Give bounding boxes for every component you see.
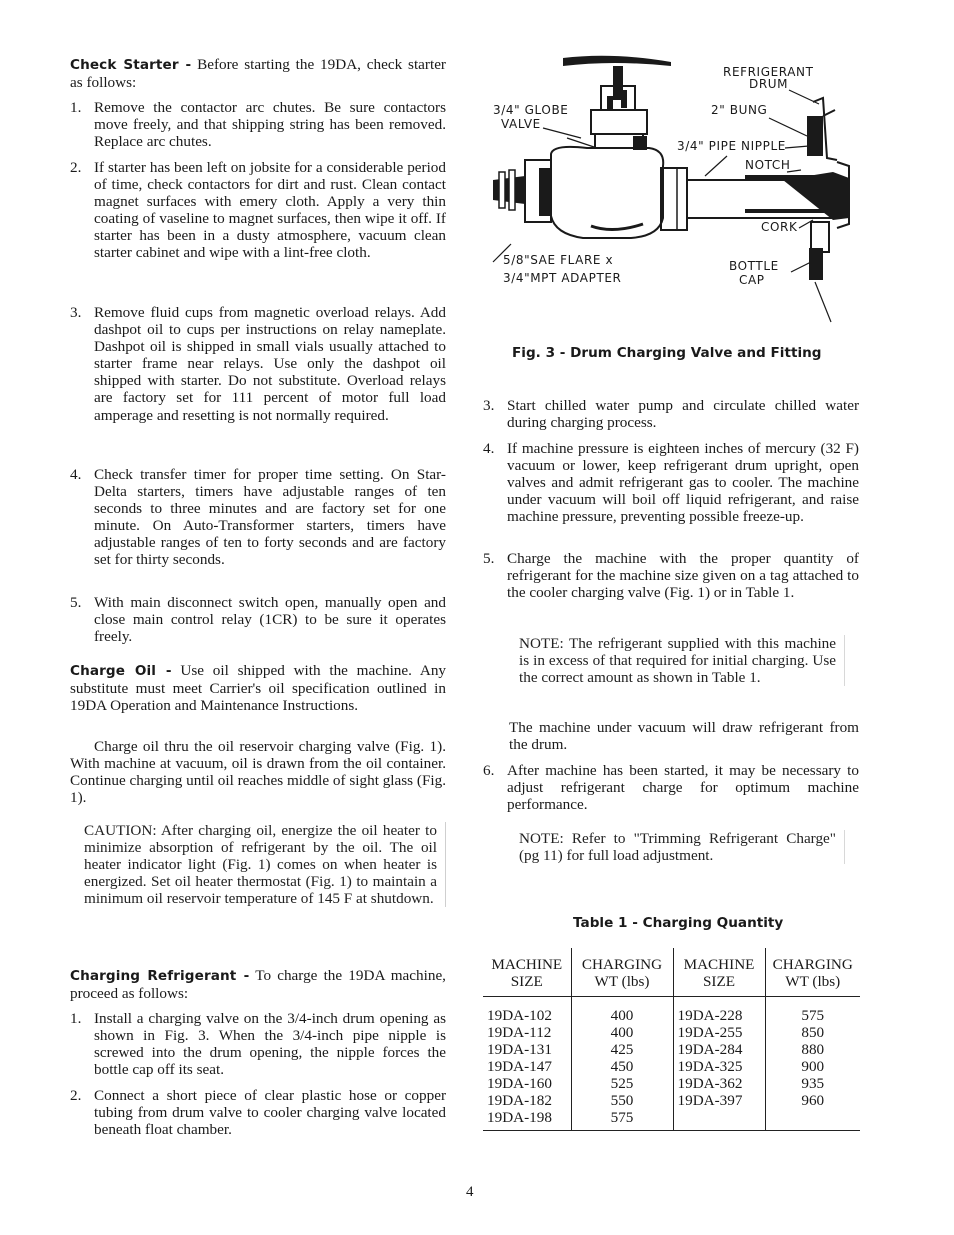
charging-wt-cell: 400	[610, 1007, 634, 1024]
charging-wt-cell: 575	[610, 1109, 634, 1126]
list-text: Remove fluid cups from magnetic overload relays. Add dashpot oil to cups per instructions on relay nameplate. Dashpot oil is shipped in small vials usually attached to starter frame near relays. Use only the dashpot oil shipped with starter. Do not substitute. Overload relays are factory set for 111 percent of motor full load amperage and resetting is not normally required.	[94, 304, 446, 424]
bonnet-shade	[607, 96, 613, 110]
leader-line	[785, 146, 809, 148]
label-pipe-nipple: 3/4" PIPE NIPPLE	[677, 139, 786, 153]
leader-line	[791, 262, 811, 272]
page-number: 4	[466, 1184, 474, 1200]
list-number: 1.	[70, 1010, 82, 1027]
col-header-charging-wt: CHARGING WT (lbs)	[765, 948, 860, 997]
machine-size-column	[673, 997, 765, 1131]
drum-charging-valve-figure	[483, 48, 873, 330]
machine-size-cell: 19DA-182	[487, 1092, 552, 1109]
bonnet-shade	[621, 90, 627, 108]
label-flare-adapter-1: 5/8"SAE FLARE x	[503, 253, 614, 267]
list-number: 4.	[483, 440, 495, 457]
table-header-row	[483, 948, 860, 997]
charging-refrigerant-intro	[70, 967, 446, 1002]
charging-wt-cell: 850	[801, 1024, 825, 1041]
label-globe-valve-2: VALVE	[501, 117, 541, 131]
valve-handle-shape	[563, 56, 671, 66]
label-globe-valve-1: 3/4" GLOBE	[493, 103, 569, 117]
machine-size-cell: 19DA-362	[677, 1075, 743, 1092]
table-row	[483, 997, 860, 1131]
list-item	[483, 440, 859, 525]
list-text: After machine has been started, it may be necessary to adjust refrigerant charge for optimum machine performance.	[507, 762, 859, 814]
adapter-shade	[539, 168, 551, 216]
machine-size-cell: 19DA-131	[487, 1041, 552, 1058]
charging-wt-column	[571, 997, 673, 1131]
check-starter-intro	[70, 56, 446, 91]
leader-line	[815, 282, 831, 322]
list-item	[70, 594, 446, 645]
charge-oil-intro-text: Use oil shipped with the machine. Any substitute must meet Carrier's oil specification outlined in 19DA Operation and Maintenance Instructions.	[70, 662, 447, 715]
machine-size-cell: 19DA-160	[487, 1075, 552, 1092]
charging-wt-cell: 900	[801, 1058, 825, 1075]
list-item	[70, 1087, 446, 1138]
list-text: Check transfer timer for proper time setting. On Star-Delta starters, timers have adjustable ranges of ten seconds to three minutes and are factory set for one minute. On Auto-Transformer starters, timers have adjustable ranges of ten to forty seconds and are factory set for thirty seconds.	[94, 466, 446, 569]
machine-size-cell: 19DA-325	[677, 1058, 743, 1075]
cork-shape	[811, 222, 829, 252]
machine-size-cell: 19DA-397	[677, 1092, 743, 1109]
label-bottle-cap-1: BOTTLE	[729, 259, 779, 273]
valve-body	[551, 147, 663, 238]
caution-note: CAUTION: After charging oil, energize the oil heater to minimize absorption of refrigerant by the oil. The oil heater indicator light (Fig. 1) comes on when heater is energized. Set oil heater thermostat (Fig. 1) to maintain a minimum oil reservoir temperature of 145 F at shutdown.	[84, 822, 446, 907]
charge-oil-intro	[70, 662, 446, 714]
charging-wt-cell: 935	[801, 1075, 825, 1092]
col-header-charging-wt: CHARGING WT (lbs)	[571, 948, 673, 997]
label-notch: NOTCH	[745, 158, 791, 172]
note-trimming: NOTE: Refer to "Trimming Refrigerant Charge" (pg 11) for full load adjustment.	[519, 830, 845, 864]
col-header-machine-size: MACHINE SIZE	[483, 948, 571, 997]
bottle-cap-shape	[809, 248, 823, 280]
list-number: 6.	[483, 762, 495, 779]
label-cork: CORK	[761, 220, 798, 234]
list-number: 5.	[70, 594, 82, 611]
charging-wt-cell: 550	[610, 1092, 634, 1109]
leader-line	[769, 118, 807, 136]
charge-oil-heading: Charge Oil -	[70, 663, 172, 679]
list-item	[483, 550, 859, 601]
machine-size-cell: 19DA-284	[677, 1041, 743, 1058]
charging-refrigerant-intro-text: To charge the 19DA machine, proceed as follows:	[70, 967, 446, 1003]
charging-wt-cell: 960	[801, 1092, 825, 1109]
list-item	[483, 762, 859, 813]
leader-line	[543, 128, 581, 138]
label-bottle-cap-2: CAP	[739, 273, 765, 287]
packing-nut	[591, 110, 647, 134]
charging-wt-column	[765, 997, 860, 1131]
label-refrigerant-drum-2: DRUM	[749, 77, 789, 91]
table-caption: Table 1 - Charging Quantity	[573, 915, 784, 931]
col-header-machine-size: MACHINE SIZE	[673, 948, 765, 997]
list-text: Install a charging valve on the 3/4-inch drum opening as shown in Fig. 3. When the 3/4-inch pipe nipple is screwed into the drum opening, the nipple forces the bottle cap off its seat.	[94, 1010, 446, 1079]
list-item	[70, 466, 446, 569]
leader-line	[705, 156, 727, 176]
machine-size-cell: 19DA-228	[677, 1007, 743, 1024]
list-number: 5.	[483, 550, 495, 567]
flare-thread	[499, 172, 505, 208]
machine-size-cell: 19DA-102	[487, 1007, 552, 1024]
note-excess-refrigerant: NOTE: The refrigerant supplied with this machine is in excess of that required for initial charging. Use the correct amount as shown in Table 1.	[519, 635, 845, 686]
machine-size-cell: 19DA-198	[487, 1109, 552, 1126]
machine-size-cell: 19DA-112	[487, 1024, 552, 1041]
figure-caption: Fig. 3 - Drum Charging Valve and Fitting	[512, 345, 822, 361]
charging-wt-cell: 450	[610, 1058, 634, 1075]
machine-size-cell: 19DA-255	[677, 1024, 743, 1041]
charge-oil-paragraph: Charge oil thru the oil reservoir charging valve (Fig. 1). With machine at vacuum, oil is drawn from the oil container. Continue charging until oil reaches middle of sight glass (Fig. 1).	[70, 738, 446, 807]
list-text: Connect a short piece of clear plastic hose or copper tubing from drum valve to cooler charging valve located beneath float chamber.	[94, 1087, 446, 1139]
list-text: If starter has been left on jobsite for a considerable period of time, check contactors for dirt and rust. Clean contact magnet surfaces with emery cloth. Apply a very thin coating of vaseline to magnet surfaces, then wipe it off. If starter has been in a dusty atmosphere, vacuum clean starter cabinet and wipe with a lint-free cloth.	[94, 159, 446, 262]
charging-refrigerant-heading: Charging Refrigerant -	[70, 968, 250, 984]
charging-wt-cell: 400	[610, 1024, 634, 1041]
check-starter-intro-text: Before starting the 19DA, check starter as follows:	[70, 56, 446, 92]
list-number: 1.	[70, 99, 82, 116]
label-refrigerant-drum-1: REFRIGERANT	[723, 65, 814, 79]
charging-wt-cell: 525	[610, 1075, 634, 1092]
list-number: 3.	[70, 304, 82, 321]
list-text: Charge the machine with the proper quantity of refrigerant for the machine size given on a tag attached to the cooler charging valve (Fig. 1) or in Table 1.	[507, 550, 859, 602]
list-number: 2.	[70, 1087, 82, 1104]
bung-body	[807, 116, 823, 156]
list-number: 2.	[70, 159, 82, 176]
list-item	[70, 159, 446, 262]
charging-wt-cell: 575	[801, 1007, 825, 1024]
list-text: Start chilled water pump and circulate chilled water during charging process.	[507, 397, 859, 432]
right-hex-nut	[661, 168, 687, 230]
flare-thread	[509, 170, 515, 210]
list-item	[70, 99, 446, 150]
list-text: With main disconnect switch open, manually open and close main control relay (1CR) to be sure it operates freely.	[94, 594, 446, 646]
list-text: Remove the contactor arc chutes. Be sure contactors move freely, and that shipping string has been removed. Replace arc chutes.	[94, 99, 446, 151]
charging-wt-cell: 425	[610, 1041, 634, 1058]
charging-wt-cell: 880	[801, 1041, 825, 1058]
list-item	[483, 397, 859, 431]
label-bung: 2" BUNG	[711, 103, 768, 117]
check-starter-heading: Check Starter -	[70, 57, 192, 73]
vacuum-paragraph: The machine under vacuum will draw refrigerant from the drum.	[509, 719, 859, 754]
leader-line	[789, 90, 819, 104]
list-text: If machine pressure is eighteen inches of mercury (32 F) vacuum or lower, keep refrigerant drum upright, open valves and admit refrigerant gas to cooler. The machine under vacuum will boil off liquid refrigerant, and raise machine pressure, preventing possible freeze-up.	[507, 440, 859, 526]
charging-quantity-table	[483, 948, 860, 1131]
label-flare-adapter-2: 3/4"MPT ADAPTER	[503, 271, 622, 285]
list-item	[70, 304, 446, 424]
machine-size-cell: 19DA-147	[487, 1058, 552, 1075]
body-shade	[591, 224, 643, 230]
list-number: 3.	[483, 397, 495, 414]
list-number: 4.	[70, 466, 82, 483]
machine-size-column	[483, 997, 571, 1131]
list-item	[70, 1010, 446, 1078]
